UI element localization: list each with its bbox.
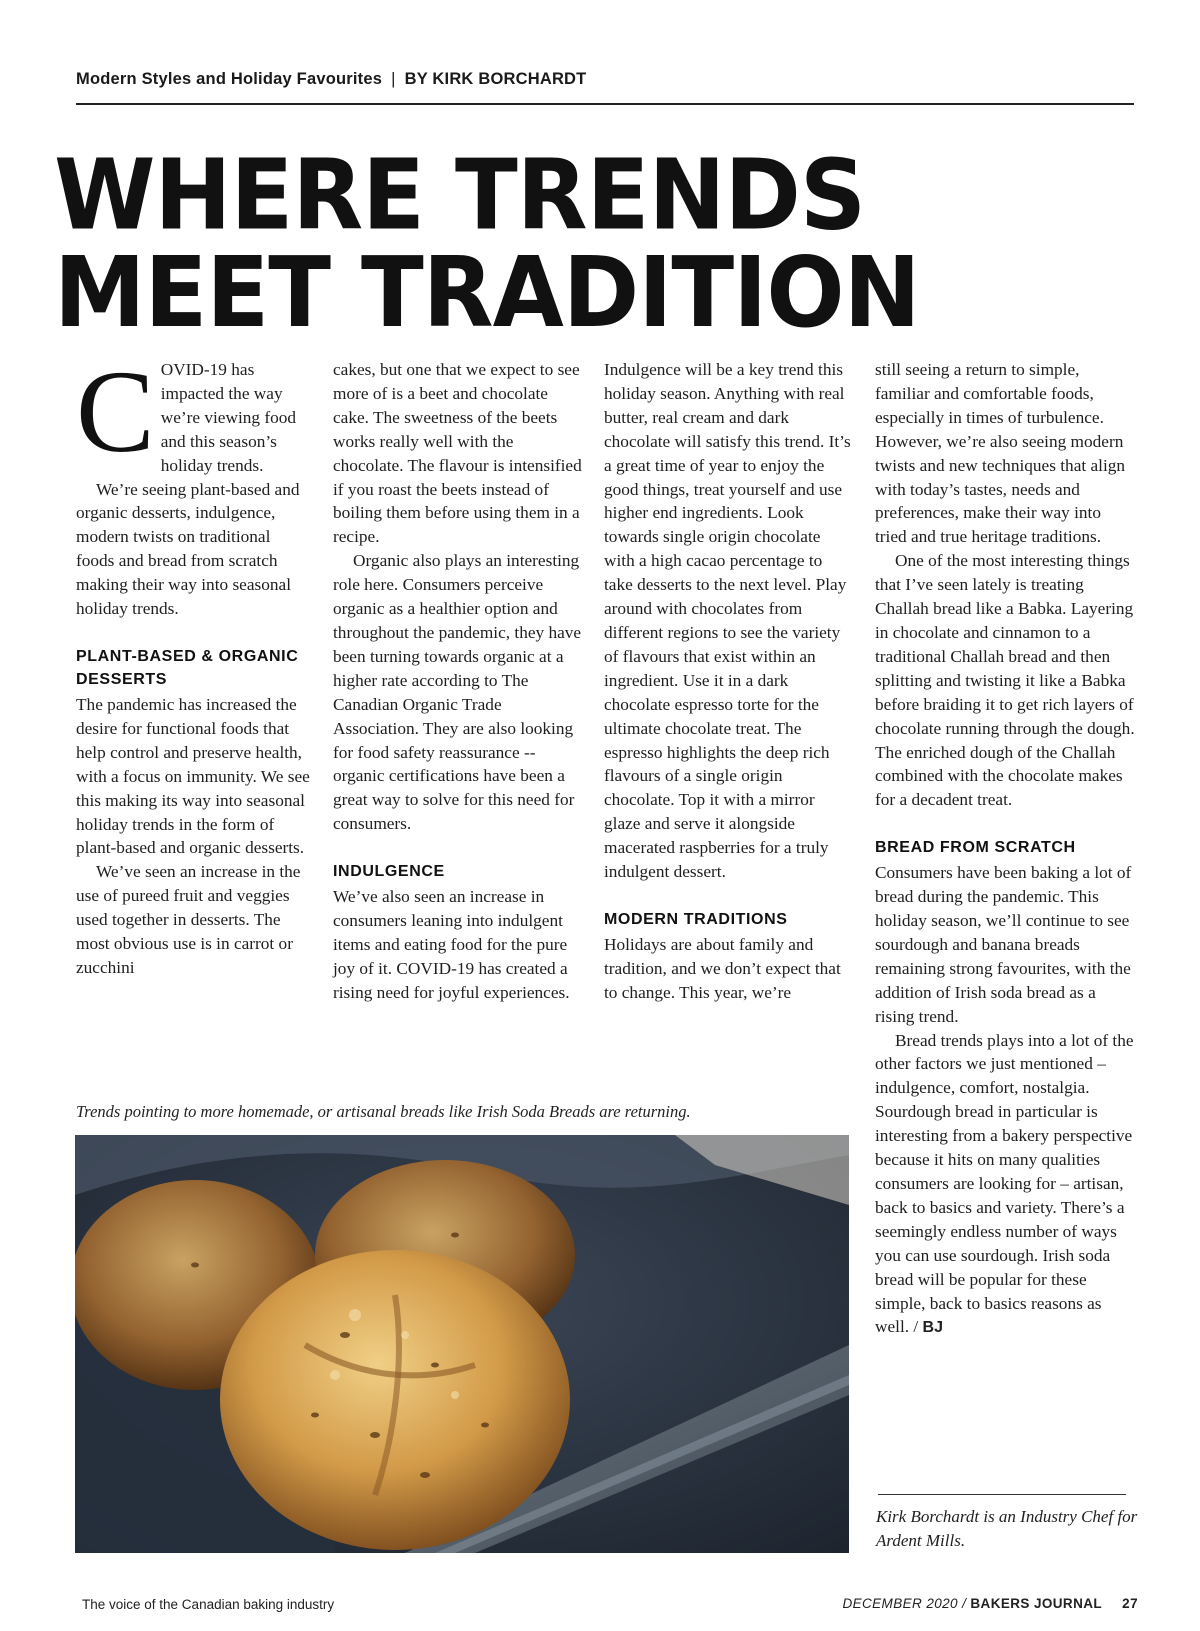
section-title: Modern Styles and Holiday Favourites <box>76 70 383 88</box>
headline-line-2: MEET TRADITION <box>54 236 920 350</box>
paragraph: cakes, but one that we expect to see more of is a beet and chocolate cake. The sweetness of the beets works really well with the chocolate. The flavour is intensified if you roast the beets instead of boiling them before using them in a recipe. <box>333 360 582 547</box>
paragraph: Organic also plays an interesting role here. Consumers perceive organic as a healthier option and throughout the pandemic, they have been turning towards organic at a higher rate according to The Canadian Organic Trade Association. They are also looking for food safety reassurance -- organic certifications have been a great way to solve for this need for consumers. <box>333 551 582 834</box>
page-number: 27 <box>1122 1596 1138 1611</box>
intro-text: OVID-19 has impacted the way we’re viewing food and this season’s holiday trends. <box>160 360 297 475</box>
paragraph: still seeing a return to simple, familiar and comfortable foods, especially in times of turbulence. However, we’re also seeing modern twists and new techniques that align with today’s tastes, needs and preferences, make their way into tried and true heritage traditions. <box>875 360 1126 547</box>
irish-soda-bread-image <box>75 1135 849 1553</box>
intro-paragraph <box>76 346 312 478</box>
issue-date: DECEMBER 2020 / <box>842 1596 967 1611</box>
subhead-plant-based: PLANT-BASED & ORGANIC DESSERTS <box>76 647 299 688</box>
section-header <box>76 70 1134 89</box>
end-mark: BJ <box>922 1319 943 1337</box>
closing-text: Bread trends plays into a lot of the other factors we just mentioned – indulgence, comfort, nostalgia. Sourdough bread in particular is interesting from a bakery perspective because it hits on many qualities consumers are looking for – artisan, back to basics and variety. There’s a seemingly endless number of ways you can use sourdough. Irish soda bread will be popular for these simple, back to basics reasons as well. / <box>875 1030 1134 1337</box>
photo-caption: Trends pointing to more homemade, or artisanal breads like Irish Soda Breads are returning. <box>76 1102 691 1121</box>
paragraph: The pandemic has increased the desire for functional foods that help control and preserve health, with a focus on immunity. We see this making its way into seasonal holiday trends in the form of plant-based and organic desserts. <box>76 694 310 858</box>
paragraph: Consumers have been baking a lot of bread during the pandemic. This holiday season, we’ll continue to see sourdough and banana breads remaining strong favourites, with the addition of Irish soda bread as a rising trend. <box>875 863 1132 1026</box>
header-separator: | <box>391 70 396 88</box>
drop-cap: C <box>76 346 155 477</box>
paragraph: We’ve also seen an increase in consumers leaning into indulgent items and eating food for the pure joy of it. COVID-19 has created a rising need for joyful experiences. <box>333 887 570 1002</box>
article-column-4 <box>875 358 1135 1340</box>
header-divider <box>76 103 1134 105</box>
article-column-3 <box>604 358 854 1005</box>
paragraph <box>875 1029 1135 1341</box>
footer-issue-info <box>842 1596 1138 1611</box>
magazine-name: BAKERS JOURNAL <box>970 1596 1103 1611</box>
author-bio: Kirk Borchardt is an Industry Chef for Ardent Mills. <box>876 1507 1138 1550</box>
paragraph: We’ve seen an increase in the use of pureed fruit and veggies used together in desserts. The most obvious use is in carrot or zucchini <box>76 862 301 977</box>
footer-tagline: The voice of the Canadian baking industry <box>82 1597 335 1612</box>
article-headline <box>54 138 920 350</box>
paragraph: We’re seeing plant-based and organic desserts, indulgence, modern twists on traditional foods and bread from scratch making their way into seasonal holiday trends. <box>76 479 300 619</box>
paragraph: Holidays are about family and tradition, and we don’t expect that to change. This year, we’re <box>604 934 841 1002</box>
paragraph: One of the most interesting things that I’ve seen lately is treating Challah bread like a Babka. Layering in chocolate and cinnamon to a traditional Challah bread and then splitting and twisting it like a Babka before braiding it to get rich layers of chocolate running through the dough. The enriched dough of the Challah combined with the chocolate makes for a decadent treat. <box>875 551 1135 810</box>
subhead-bread-from-scratch: BREAD FROM SCRATCH <box>875 839 1076 857</box>
article-column-2 <box>333 358 583 1005</box>
bread-photo <box>75 1135 849 1553</box>
article-column-1 <box>76 346 312 980</box>
headline-line-1: WHERE TRENDS <box>54 138 866 252</box>
bio-divider <box>878 1494 1126 1495</box>
subhead-modern-traditions: MODERN TRADITIONS <box>604 910 788 928</box>
author-byline: BY KIRK BORCHARDT <box>404 70 587 88</box>
subhead-indulgence: INDULGENCE <box>333 863 445 881</box>
paragraph: Indulgence will be a key trend this holiday season. Anything with real butter, real cream and dark chocolate will satisfy this trend. It’s a great time of year to enjoy the good things, treat yourself and use higher end ingredients. Look towards single origin chocolate with a high cacao percentage to take desserts to the next level. Play around with chocolates from different regions to see the variety of flavours that exist within an ingredient. Use it in a dark chocolate espresso torte for the ultimate chocolate treat. The espresso highlights the deep rich flavours of a single origin chocolate. Top it with a mirror glaze and serve it alongside macerated raspberries for a truly indulgent dessert. <box>604 360 851 882</box>
